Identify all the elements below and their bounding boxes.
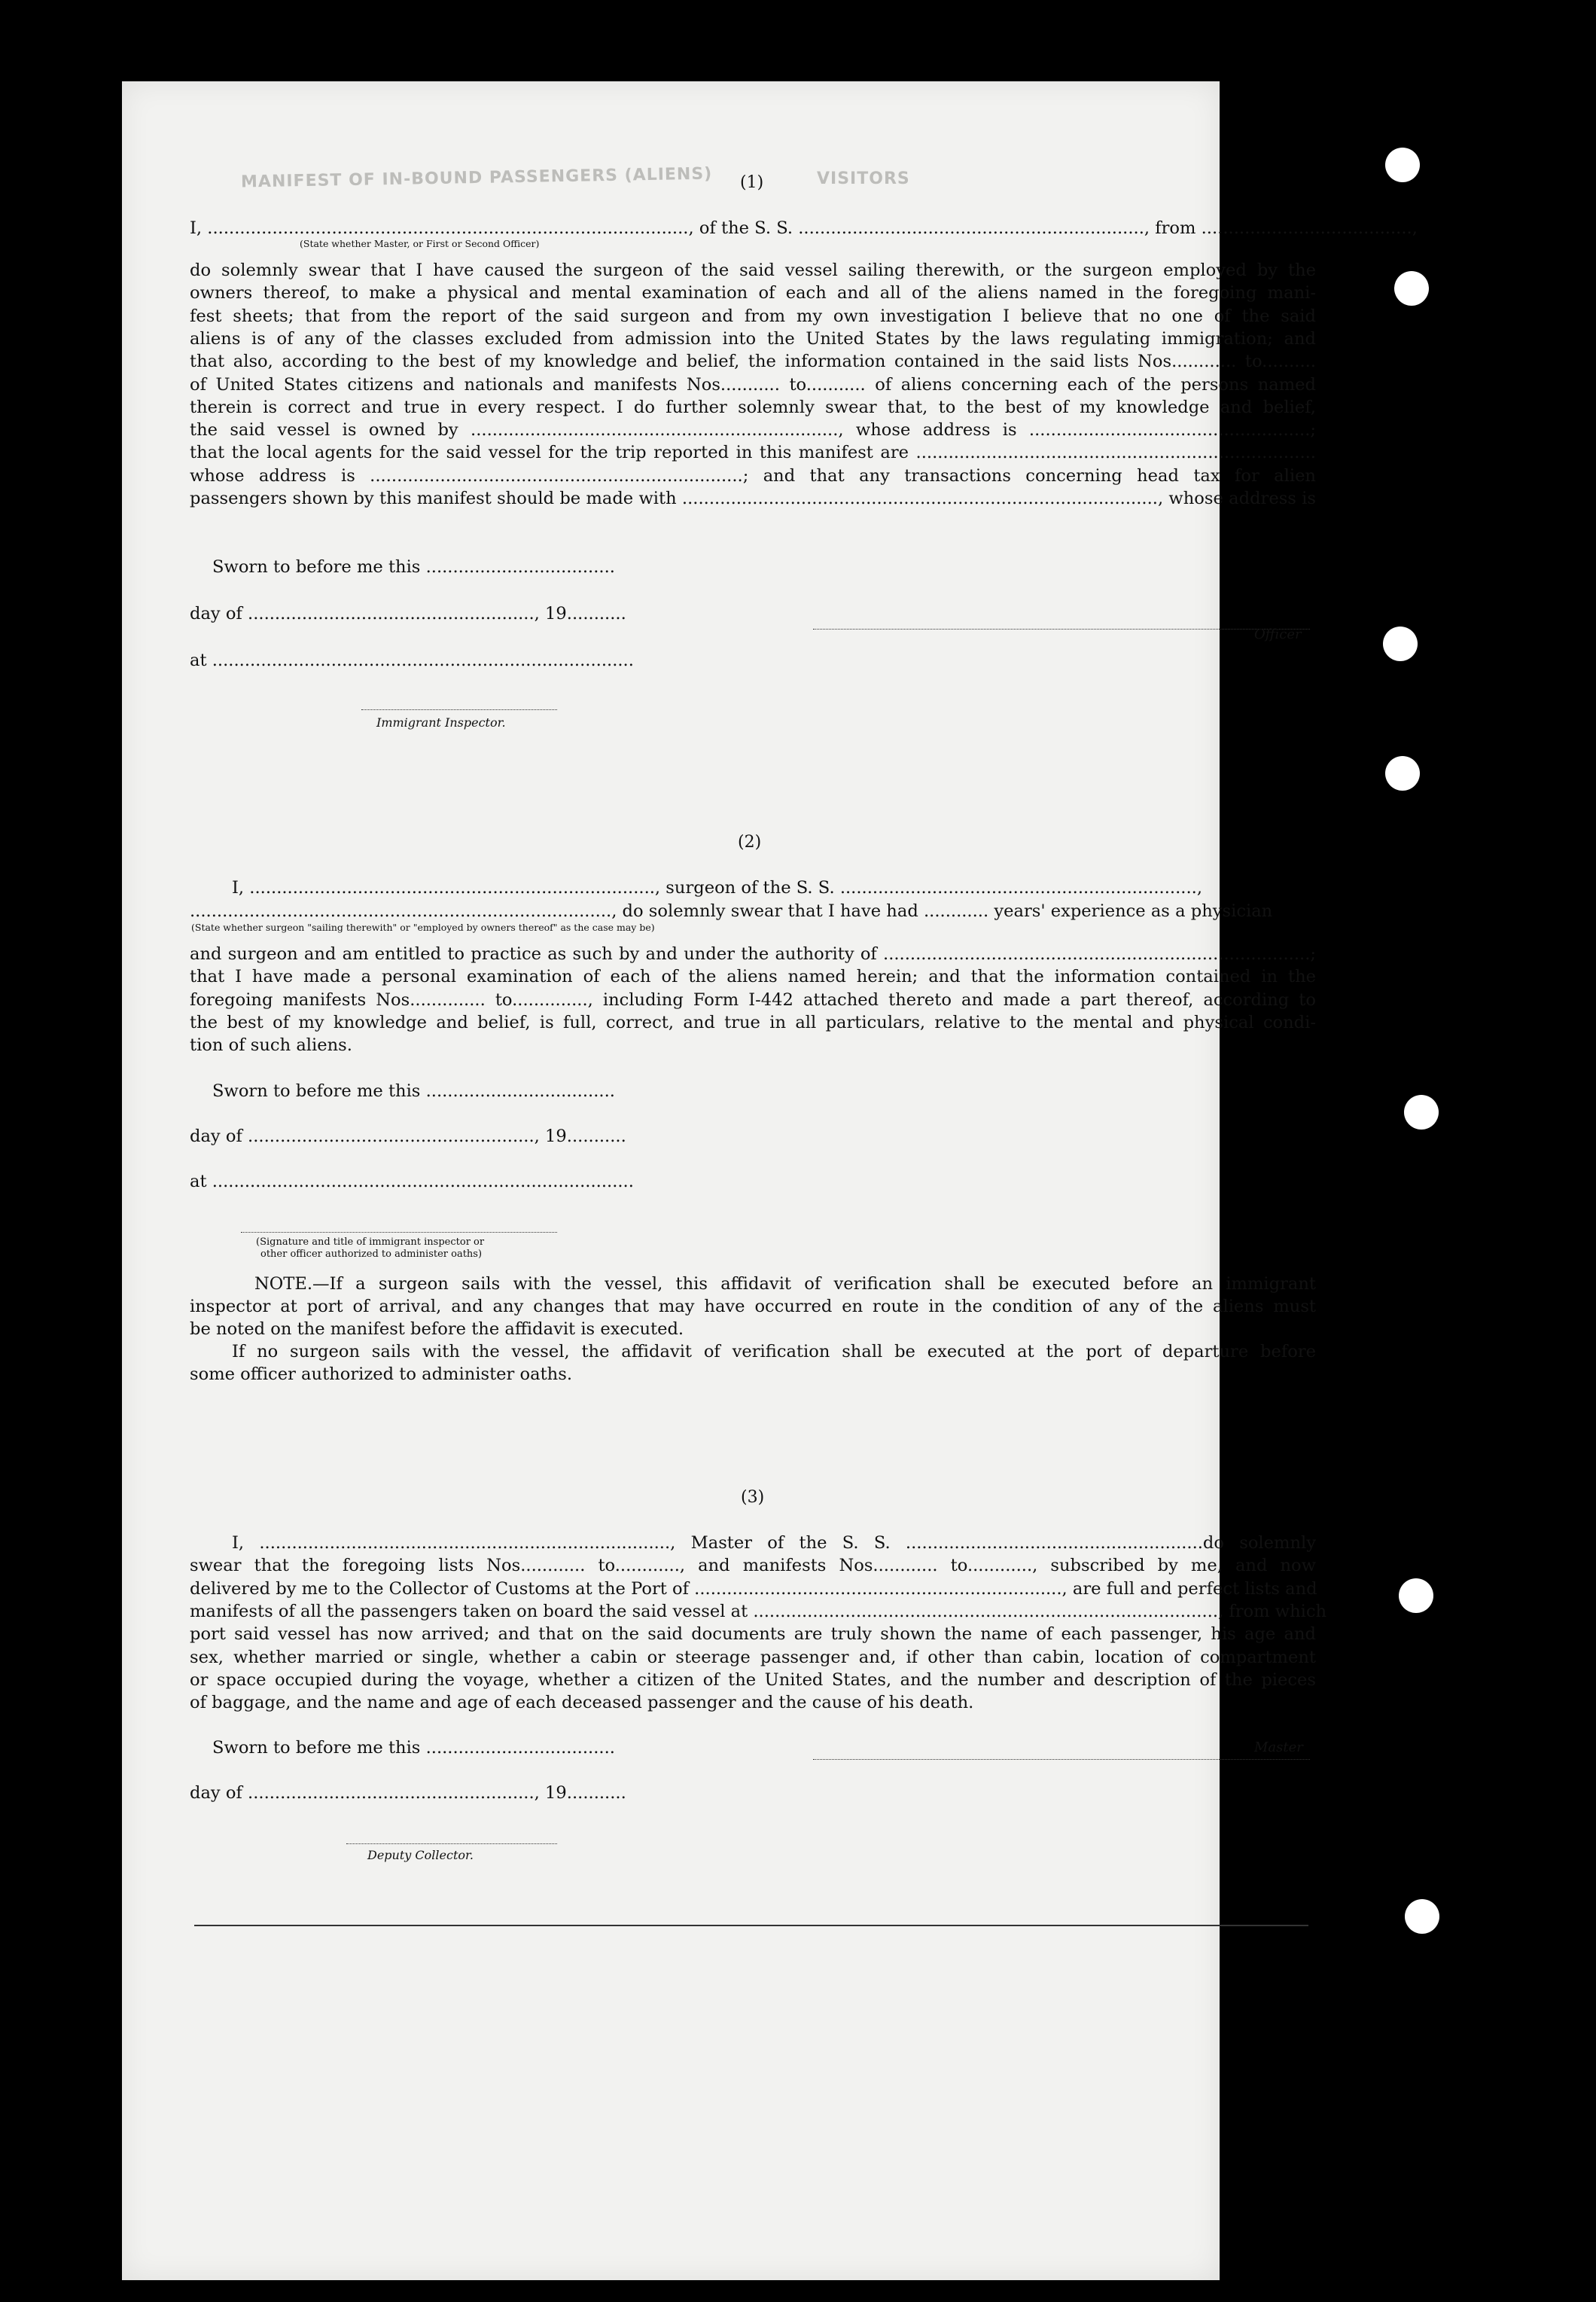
note-line: inspector at port of arrival, and any changes that may have occurred en route in the condition of any of the aliens must — [190, 1297, 1316, 1316]
sig-label-2: other officer authorized to administer oaths) — [260, 1249, 483, 1260]
paragraph-line: fest sheets; that from the report of the said surgeon and from my own investigation I believe that no one of the said — [190, 306, 1316, 326]
day-line-1: day of ....................................................., 19........... — [190, 604, 626, 624]
sworn-line-2: Sworn to before me this ................................... — [212, 1081, 615, 1101]
paragraph-line: tion of such aliens. — [190, 1035, 352, 1056]
inspector-label: Immigrant Inspector. — [376, 715, 506, 730]
collector-signature-line — [346, 1843, 557, 1844]
punch-hole — [1404, 1095, 1439, 1130]
faded-header-class: VISITORS — [817, 169, 910, 188]
paragraph-line: therein is correct and true in every respect. I do further solemnly swear that, to the best of my knowledge and belief, — [190, 397, 1316, 417]
punch-hole — [1383, 627, 1418, 661]
paragraph-line: delivered by me to the Collector of Customs at the Port of ...................................................................., are full and perfect lists and — [190, 1578, 1317, 1599]
paragraph-line: that I have made a personal examination of each of the aliens named herein; and that the information contained in the — [190, 967, 1316, 987]
section-1-number: (1) — [740, 173, 764, 192]
paragraph-line: sex, whether married or single, whether a cabin or steerage passenger and, if other than cabin, location of compartment — [190, 1647, 1316, 1667]
paragraph-line: and surgeon and am entitled to practice as such by and under the authority of ...............................................................................; — [190, 944, 1316, 964]
surgeon-line-1: I, ..........................................................................., surgeon of the S. S. .................................................................., — [232, 878, 1203, 898]
punch-hole — [1394, 271, 1429, 306]
paragraph-line: passengers shown by this manifest should be made with ........................................................................................, whose address is — [190, 489, 1316, 508]
officer-label-text: Officer — [1254, 627, 1302, 642]
punch-hole — [1399, 1578, 1433, 1613]
note-line: some officer authorized to administer oaths. — [190, 1364, 572, 1384]
punch-hole — [1385, 148, 1420, 182]
officer-label: (State whether Master, or First or Second Officer) — [300, 238, 540, 249]
collector-label: Deputy Collector. — [367, 1848, 474, 1862]
paragraph-line: the said vessel is owned by ...................................................................., whose address is ....................................................; — [190, 420, 1316, 441]
sig-label-1: (Signature and title of immigrant inspector or — [256, 1236, 485, 1248]
at-line-1: at .............................................................................. — [190, 651, 634, 670]
section-2-number: (2) — [738, 833, 762, 852]
paragraph-line: do solemnly swear that I have caused the surgeon of the said vessel sailing therewith, or the surgeon employed by the — [190, 261, 1316, 280]
day-line-3: day of ....................................................., 19........... — [190, 1783, 626, 1803]
paragraph-line: the best of my knowledge and belief, is full, correct, and true in all particulars, relative to the mental and physical condi- — [190, 1012, 1316, 1032]
paragraph-line: or space occupied during the voyage, whether a citizen of the United States, and the number and description of the pieces — [190, 1669, 1316, 1690]
day-line-2: day of ....................................................., 19........... — [190, 1127, 626, 1146]
punch-hole — [1405, 1899, 1439, 1934]
inspector-signature-line — [361, 709, 557, 710]
surgeon-label: (State whether surgeon "sailing therewith" or "employed by owners thereof" as the case may be) — [191, 922, 655, 933]
sworn-line-1: Sworn to before me this ................................... — [212, 557, 615, 577]
paragraph-line: swear that the foregoing lists Nos............ to............, and manifests Nos............ to............, subscribed by me, and now — [190, 1556, 1316, 1576]
punch-hole — [1385, 756, 1420, 791]
faded-header-title: MANIFEST OF IN-BOUND PASSENGERS (ALIENS) — [240, 164, 713, 192]
paragraph-line: port said vessel has now arrived; and that on the said documents are truly shown the name of each passenger, his age and — [190, 1624, 1316, 1645]
officer-line: I, ........................................................................................., of the S. S. ................................................................, from ......................................., — [190, 218, 1418, 238]
master-label: Master — [1254, 1739, 1303, 1755]
paragraph-line: that also, according to the best of my knowledge and belief, the information contained in the said lists Nos............ to.......... — [190, 352, 1316, 372]
inspector-signature-line-2 — [241, 1232, 557, 1233]
paragraph-line: whose address is .....................................................................; and that any transactions concerning head tax for alien — [190, 465, 1316, 486]
paragraph-line: I, ............................................................................, Master of the S. S. .......................................................do solemnly — [232, 1533, 1316, 1553]
officer-signature-line — [813, 629, 1310, 630]
paragraph-line: of United States citizens and nationals and manifests Nos........... to........... of aliens concerning each of the persons named — [190, 374, 1316, 395]
paragraph-line: that the local agents for the said vessel for the trip reported in this manifest are .......................................................................... — [190, 443, 1316, 463]
paragraph-line: owners thereof, to make a physical and mental examination of each and all of the aliens named in the foregoing mani- — [190, 283, 1316, 303]
bottom-rule — [194, 1925, 1308, 1926]
at-line-2: at .............................................................................. — [190, 1172, 634, 1191]
paragraph-line: foregoing manifests Nos.............. to.............., including Form I-442 attached thereto and made a part thereof, according to — [190, 989, 1316, 1010]
surgeon-line-2: .............................................................................., do solemnly swear that I have had ............ years' experience as a physician — [190, 901, 1273, 921]
note-line: NOTE.—If a surgeon sails with the vessel, this affidavit of verification shall be executed before an immigrant — [254, 1274, 1316, 1294]
paragraph-line: aliens is of any of the classes excluded from admission into the United States by the laws regulating immigration; and — [190, 328, 1316, 349]
paragraph-line: of baggage, and the name and age of each deceased passenger and the cause of his death. — [190, 1693, 974, 1713]
master-signature-line — [813, 1759, 1310, 1760]
paragraph-line: manifests of all the passengers taken on board the said vessel at ......................................................................................, from which — [190, 1601, 1327, 1621]
section-3-number: (3) — [741, 1488, 765, 1507]
note-line: If no surgeon sails with the vessel, the affidavit of verification shall be executed at the port of departure before — [232, 1342, 1316, 1361]
sworn-line-3: Sworn to before me this ................................... — [212, 1738, 615, 1758]
note-line: be noted on the manifest before the affidavit is executed. — [190, 1319, 684, 1339]
